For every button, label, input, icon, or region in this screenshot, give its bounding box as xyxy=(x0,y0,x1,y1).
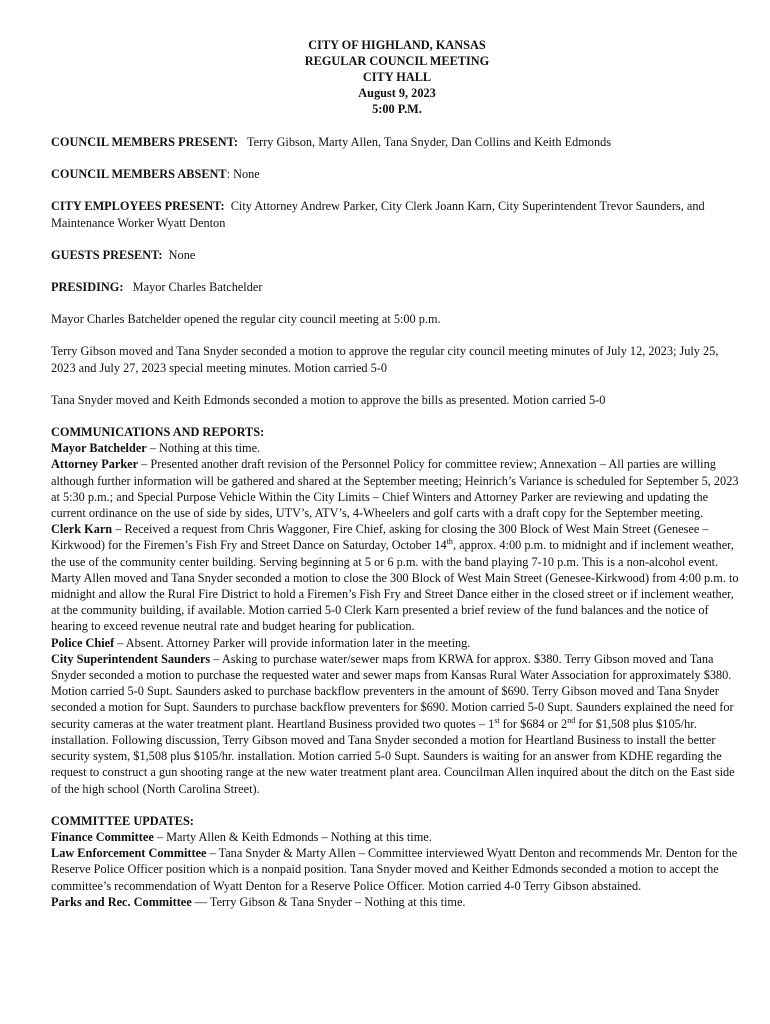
mayor-report-label: Mayor Batchelder xyxy=(51,441,147,456)
clerk-report-label: Clerk Karn xyxy=(51,522,113,537)
attorney-report xyxy=(51,456,743,521)
employees-present-line xyxy=(51,198,743,230)
document-page xyxy=(51,37,743,910)
clerk-report-superscript: th xyxy=(446,537,453,547)
superintendent-superscript-1: st xyxy=(494,715,500,725)
employees-present-label: CITY EMPLOYEES PRESENT: xyxy=(51,199,225,214)
committees-heading xyxy=(51,813,743,829)
superintendent-report xyxy=(51,651,743,797)
header-date: August 9, 2023 xyxy=(358,86,436,100)
header-meeting-type: REGULAR COUNCIL MEETING xyxy=(304,54,490,68)
law-enforcement-committee xyxy=(51,845,743,894)
council-absent-line xyxy=(51,166,743,182)
police-report-label: Police Chief xyxy=(51,635,115,650)
header-time: 5:00 P.M. xyxy=(372,102,422,116)
committees-heading-text: COMMITTEE UPDATES: xyxy=(51,813,194,828)
attorney-report-text: – Presented another draft revision of the Personnel Policy for committee review; Annexation – All parties are willing although further information will be gathered and shared at the September meeting; Heinrich’s Variance is scheduled for September 5, 2023 at 5:30 p.m.; and Special Purpose Vehicle Within the City Limits – Chief Winters and Attorney Parker are reviewing and updating the current ordinance on the use of side by sides, UTV’s, ATV’s, 4-Wheelers and golf carts with a draft copy for the September meeting. xyxy=(51,457,739,521)
employees-present-value: City Attorney Andrew Parker, City Clerk Joann Karn, City Superintendent Trevor Saunders, and Maintenance Worker Wyatt Denton xyxy=(51,199,705,230)
council-present-line xyxy=(51,134,743,150)
law-enforcement-committee-text: – Tana Snyder & Marty Allen – Committee interviewed Wyatt Denton and recommends Mr. Denton for the Reserve Police Officer position which is a nonpaid position. Tana Snyder moved and Keither Edmonds seconded a motion to accept the committee’s recommendation of Wyatt Denton for a Reserve Police Officer. Motion carried 4-0 Terry Gibson abstained. xyxy=(51,846,738,893)
document-header xyxy=(51,37,743,117)
clerk-report-text-b: , approx. 4:00 p.m. to midnight and if inclement weather, the use of the community center building. Serving beginning at 5 or 6 p.m. with the band playing 7-10 p.m. This is a non-alcohol event. Marty Allen moved and Tana Snyder seconded a motion to close the 300 Block of West Main Street (Genesee-Kirkwood) from 4:00 p.m. to midnight and allow the Rural Fire District to hold a Firemen’s Fish Fry and Street Dance either in the closed street or if inclement weather, at the community building, if available. Motion carried 5-0 Clerk Karn presented a brief review of the fund balances and the notice of hearing to exceed revenue neutral rate and budget hearing for publication. xyxy=(51,538,739,634)
law-enforcement-committee-label: Law Enforcement Committee xyxy=(51,846,207,861)
clerk-report-text-a: – Received a request from Chris Waggoner, Fire Chief, asking for closing the 300 Block of West Main Street (Genesee – Kirkwood) for the Firemen’s Fish Fry and Street Dance on Saturday, October 14 xyxy=(51,522,709,553)
opening-paragraph: Mayor Charles Batchelder opened the regular city council meeting at 5:00 p.m. xyxy=(51,312,441,327)
superintendent-report-text-a: – Asking to purchase water/sewer maps from KRWA for approx. $380. Terry Gibson moved and Tana Snyder seconded a motion to purchase the requested water and sewer maps from Kansas Rural Water Association for approximately $380. Motion carried 5-0 Supt. Saunders asked to purchase backflow preventers in the amount of $690. Terry Gibson moved and Tana Snyder seconded a motion for Supt. Saunders to purchase backflow preventers for $690. Motion carried 5-0 Supt. Saunders explained the need for security cameras at the water treatment plant. Heartland Business provided two quotes – 1 xyxy=(51,651,734,731)
parks-rec-committee xyxy=(51,894,743,910)
police-report-text: – Absent. Attorney Parker will provide information later in the meeting. xyxy=(114,635,471,650)
presiding-label: PRESIDING: xyxy=(51,280,124,295)
presiding-value: Mayor Charles Batchelder xyxy=(132,280,263,295)
clerk-report xyxy=(51,521,743,634)
superintendent-report-text-b: for $684 or 2 xyxy=(499,716,568,731)
finance-committee-text: – Marty Allen & Keith Edmonds – Nothing at this time. xyxy=(153,829,432,844)
superintendent-superscript-2: nd xyxy=(567,715,576,725)
parks-rec-committee-label: Parks and Rec. Committee xyxy=(51,894,192,909)
mayor-report xyxy=(51,440,743,456)
guests-present-line xyxy=(51,247,743,263)
reports-heading-text: COMMUNICATIONS AND REPORTS: xyxy=(51,425,265,440)
council-present-value: Terry Gibson, Marty Allen, Tana Snyder, Dan Collins and Keith Edmonds xyxy=(247,135,612,149)
parks-rec-committee-text: — Terry Gibson & Tana Snyder – Nothing at this time. xyxy=(191,894,466,909)
council-absent-label: COUNCIL MEMBERS ABSENT xyxy=(51,167,227,182)
reports-heading xyxy=(51,424,743,440)
header-city: CITY OF HIGHLAND, KANSAS xyxy=(308,38,486,52)
header-location: CITY HALL xyxy=(362,70,432,84)
superintendent-report-label: City Superintendent Saunders xyxy=(51,651,211,666)
mayor-report-text: – Nothing at this time. xyxy=(146,441,261,456)
guests-present-value: None xyxy=(168,247,196,262)
finance-committee xyxy=(51,829,743,845)
attorney-report-label: Attorney Parker xyxy=(51,457,139,472)
minutes-motion-paragraph: Terry Gibson moved and Tana Snyder seconded a motion to approve the regular city council meeting minutes of July 12, 2023; July 25, 2023 and July 27, 2023 special meeting minutes. Motion carried 5-0 xyxy=(51,344,719,375)
presiding-line xyxy=(51,279,743,295)
bills-motion-paragraph: Tana Snyder moved and Keith Edmonds seconded a motion to approve the bills as presented. Motion carried 5-0 xyxy=(51,392,606,407)
police-report xyxy=(51,635,743,651)
finance-committee-label: Finance Committee xyxy=(51,829,154,844)
council-present-label: COUNCIL MEMBERS PRESENT: xyxy=(51,135,238,149)
council-absent-value: : None xyxy=(226,167,260,182)
guests-present-label: GUESTS PRESENT: xyxy=(51,247,163,262)
superintendent-report-text-c: for $1,508 plus $105/hr. installation. Following discussion, Terry Gibson moved and Tana Snyder seconded a motion for Heartland Business to install the better security system, $1,508 plus $105/hr. installation. Motion carried 5-0 Supt. Saunders is waiting for an answer from KDHE regarding the request to construct a gun shooting range at the new water treatment plant area. Councilman Allen inquired about the ditch on the East side of the high school (North Carolina Street). xyxy=(51,716,735,796)
